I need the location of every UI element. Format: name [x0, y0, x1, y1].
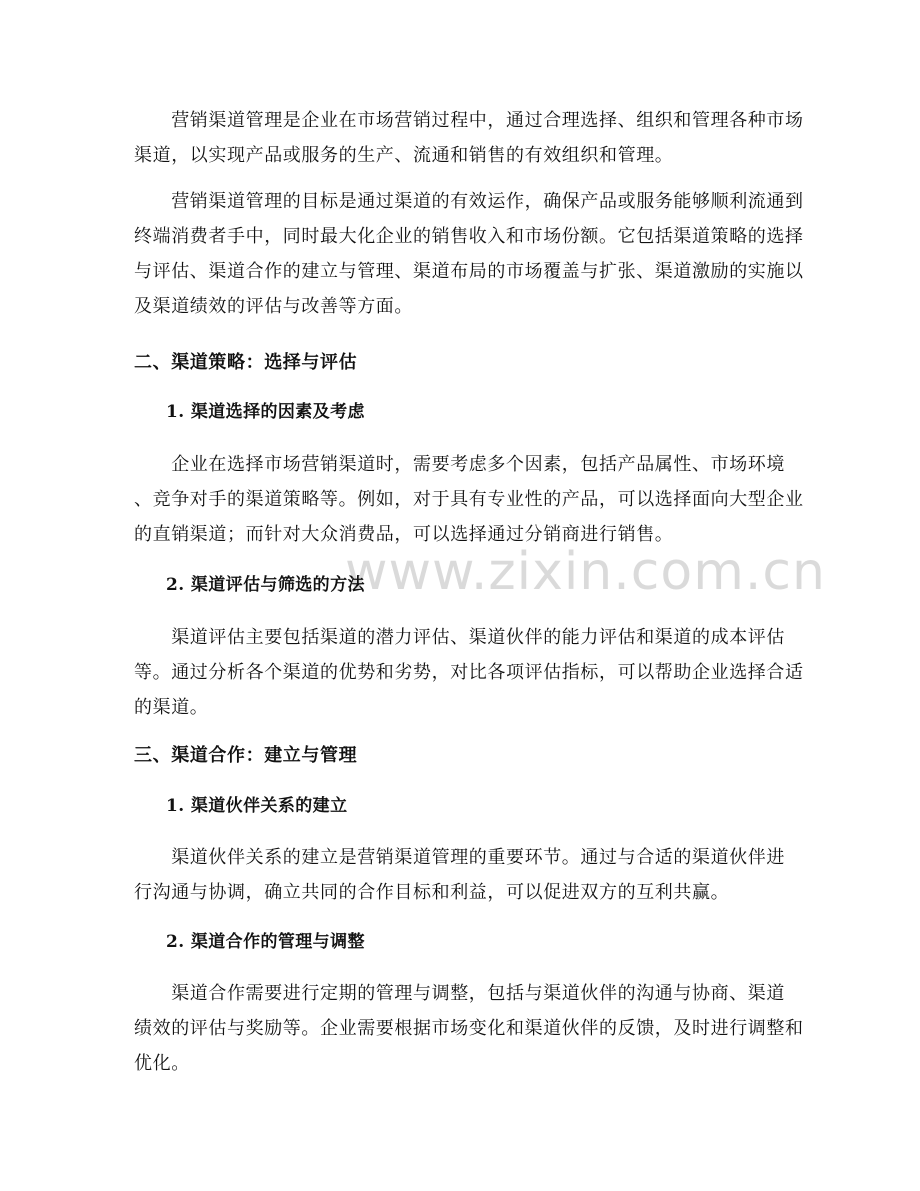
- paragraph-partner-relationship: 渠道伙伴关系的建立是营销渠道管理的重要环节。通过与合适的渠道伙伴进 行沟通与协调，确立共同的合作目标和利益，可以促进双方的互利共赢。: [134, 847, 785, 903]
- watermark: www.zixin.com.cn: [345, 542, 826, 602]
- subheading-channel-evaluation: 2. 渠道评估与筛选的方法: [166, 575, 365, 595]
- subheading-partner-relationship: 1. 渠道伙伴关系的建立: [166, 796, 348, 816]
- paragraph-cooperation-management: 渠道合作需要进行定期的管理与调整，包括与渠道伙伴的沟通与协商、渠道 绩效的评估与奖励等。企业需要根据市场变化和渠道伙伴的反馈，及时进行调整和 优化。: [134, 983, 804, 1074]
- subheading-cooperation-management: 2. 渠道合作的管理与调整: [166, 932, 365, 952]
- section-heading-3: 三、渠道合作：建立与管理: [134, 745, 358, 766]
- subheading-channel-selection: 1. 渠道选择的因素及考虑: [166, 402, 365, 422]
- intro-paragraph-2: 营销渠道管理的目标是通过渠道的有效运作，确保产品或服务能够顺利流通到 终端消费者手中，同时最大化企业的销售收入和市场份额。它包括渠道策略的选择 与评估、渠道合作的建立与管理、渠道布局的市场覆盖与扩张、渠道激励的实施以 及渠道绩效的评估与改善等方面。: [134, 191, 804, 317]
- section-heading-2: 二、渠道策略：选择与评估: [134, 352, 358, 373]
- paragraph-channel-selection: 企业在选择市场营销渠道时，需要考虑多个因素，包括产品属性、市场环境 、竞争对手的渠道策略等。例如，对于具有专业性的产品，可以选择面向大型企业 的直销渠道；而针对大众消费品，可以选择通过分销商进行销售。: [134, 454, 804, 545]
- intro-paragraph-1: 营销渠道管理是企业在市场营销过程中，通过合理选择、组织和管理各种市场 渠道，以实现产品或服务的生产、流通和销售的有效组织和管理。: [134, 110, 804, 166]
- paragraph-channel-evaluation: 渠道评估主要包括渠道的潜力评估、渠道伙伴的能力评估和渠道的成本评估 等。通过分析各个渠道的优势和劣势，对比各项评估指标，可以帮助企业选择合适 的渠道。: [134, 627, 804, 718]
